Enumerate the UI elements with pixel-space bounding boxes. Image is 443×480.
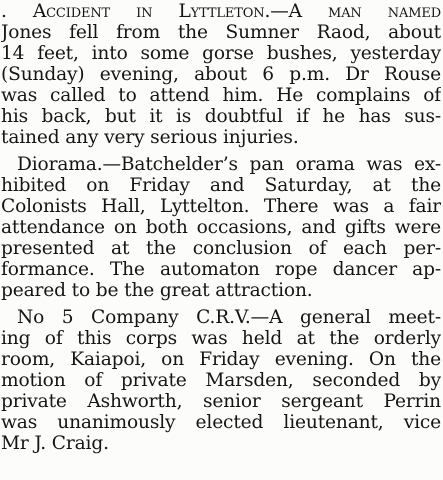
article-line: private Ashworth, senior sergeant Perrin (1, 391, 441, 412)
article-line: ing of this corps was held at the orderly (1, 328, 441, 349)
article-line: tained any very serious injuries. (1, 127, 299, 148)
article-line: Colonists Hall, Lyttelton. There was a fair (1, 196, 441, 217)
article-line: room, Kaiapoi, on Friday evening. On the (1, 349, 441, 370)
article-line: attendance on both occasions, and gifts were (1, 217, 441, 238)
article-line: was unanimously elected lieutenant, vice (1, 412, 441, 433)
article-line: No 5 Company C.R.V.—A general meet- (17, 307, 441, 328)
article-line: peared to be the great attraction. (1, 280, 313, 301)
article-line: Jones fell from the Sumner Raod, about (1, 22, 441, 43)
article-line: his back, but it is doubtful if he has sus- (1, 106, 441, 127)
article-diorama (1, 154, 441, 301)
article-line: formance. The automaton rope dancer ap- (1, 259, 441, 280)
article-line: (Sunday) evening, about 6 p.m. Dr Rouse (1, 64, 441, 85)
article-no-5-company (1, 307, 441, 454)
article-line: hibited on Friday and Saturday, at the (1, 175, 441, 196)
article-line: 14 feet, into some gorse bushes, yesterday (1, 43, 441, 64)
article-line: presented at the conclusion of each per- (1, 238, 441, 259)
article-line: . Accident in Lyttleton.—A man named (1, 1, 441, 22)
article-line: was called to attend him. He complains of (1, 85, 441, 106)
article-line: Mr J. Craig. (1, 433, 109, 454)
article-line: motion of private Marsden, seconded by (1, 370, 441, 391)
article-line: Diorama.—Batchelder’s pan orama was ex- (17, 154, 441, 175)
article-accident-in-lyttleton (1, 0, 441, 148)
